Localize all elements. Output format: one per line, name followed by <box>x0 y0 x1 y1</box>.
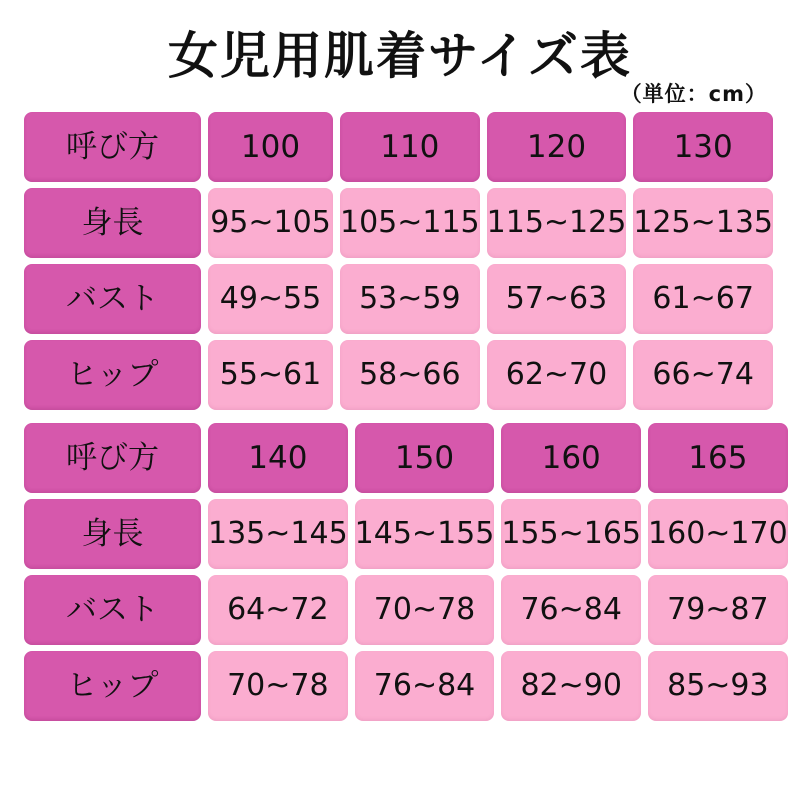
row-label-hip: ヒップ <box>24 651 201 721</box>
range-value-cell: 145~155 <box>355 499 495 569</box>
range-value-cell: 64~72 <box>208 575 348 645</box>
range-value-cell: 76~84 <box>355 651 495 721</box>
range-value-cell: 49~55 <box>208 264 333 334</box>
range-value-cell: 70~78 <box>355 575 495 645</box>
range-value-cell: 115~125 <box>487 188 627 258</box>
range-value-cell: 160~170 <box>648 499 788 569</box>
range-value-cell: 57~63 <box>487 264 627 334</box>
size-table <box>24 112 788 721</box>
size-value-cell: 120 <box>487 112 627 182</box>
size-value-cell: 165 <box>648 423 788 493</box>
size-table-block-small <box>24 112 773 410</box>
size-table-block-large <box>24 423 788 721</box>
range-value-cell: 125~135 <box>633 188 773 258</box>
block-separator <box>24 410 773 423</box>
range-value-cell: 105~115 <box>340 188 480 258</box>
range-value-cell: 95~105 <box>208 188 333 258</box>
range-value-cell: 85~93 <box>648 651 788 721</box>
range-value-cell: 66~74 <box>633 340 773 410</box>
page-title: 女児用肌着サイズ表 <box>168 27 632 85</box>
size-value-cell: 160 <box>501 423 641 493</box>
range-value-cell: 70~78 <box>208 651 348 721</box>
range-value-cell: 61~67 <box>633 264 773 334</box>
range-value-cell: 53~59 <box>340 264 480 334</box>
range-value-cell: 155~165 <box>501 499 641 569</box>
range-value-cell: 58~66 <box>340 340 480 410</box>
unit-note: （単位：cm） <box>620 82 767 106</box>
size-value-cell: 150 <box>355 423 495 493</box>
range-value-cell: 135~145 <box>208 499 348 569</box>
size-value-cell: 140 <box>208 423 348 493</box>
range-value-cell: 79~87 <box>648 575 788 645</box>
row-label-height: 身長 <box>24 188 201 258</box>
range-value-cell: 82~90 <box>501 651 641 721</box>
range-value-cell: 55~61 <box>208 340 333 410</box>
range-value-cell: 76~84 <box>501 575 641 645</box>
size-value-cell: 110 <box>340 112 480 182</box>
row-label-bust: バスト <box>24 575 201 645</box>
size-value-cell: 100 <box>208 112 333 182</box>
range-value-cell: 62~70 <box>487 340 627 410</box>
row-label-bust: バスト <box>24 264 201 334</box>
row-label-hip: ヒップ <box>24 340 201 410</box>
size-value-cell: 130 <box>633 112 773 182</box>
row-label-size-name: 呼び方 <box>24 423 201 493</box>
row-label-size-name: 呼び方 <box>24 112 201 182</box>
row-label-height: 身長 <box>24 499 201 569</box>
